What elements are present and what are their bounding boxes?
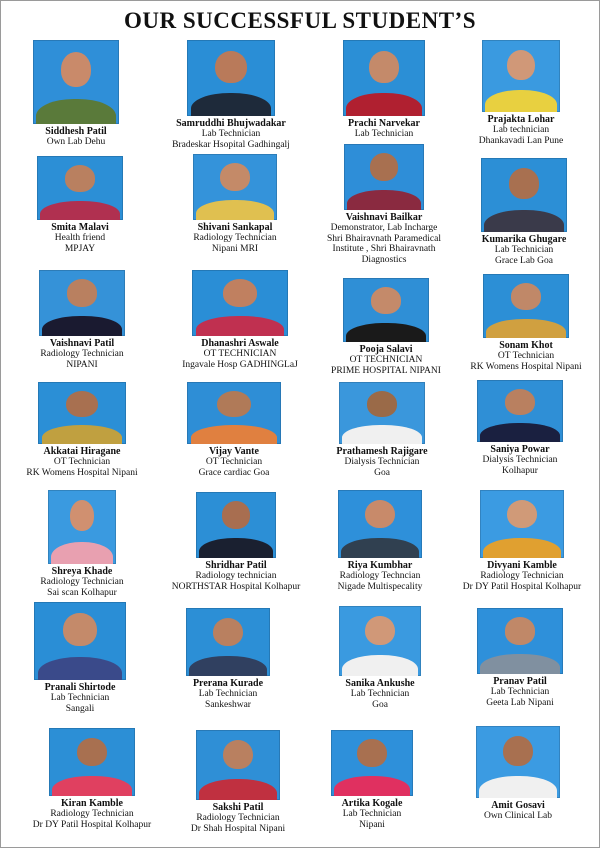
portrait-head xyxy=(511,283,542,310)
student-card xyxy=(5,156,155,254)
student-name: Shreya Khade xyxy=(51,566,113,577)
student-card xyxy=(447,490,597,592)
student-card xyxy=(165,270,315,370)
student-detail: Goa xyxy=(372,699,388,710)
student-name: Artika Kogale xyxy=(341,798,403,809)
student-detail: Lab Technician xyxy=(342,809,402,819)
student-detail: Own Lab Dehu xyxy=(46,137,106,147)
student-detail: Dr Shah Hospital Nipani xyxy=(190,823,286,834)
student-detail: OT Technician xyxy=(205,457,263,467)
portrait-head xyxy=(223,740,253,769)
student-name: Vaishnavi Bailkar xyxy=(345,212,423,223)
portrait-head xyxy=(61,52,92,87)
student-name: Shivani Sankapal xyxy=(197,222,273,233)
student-detail: OT Technician xyxy=(53,457,111,467)
student-name: Shridhar Patil xyxy=(205,560,267,571)
student-detail: Demonstrator, Lab Incharge xyxy=(330,223,438,233)
student-card xyxy=(305,606,455,710)
student-card xyxy=(449,158,599,266)
student-photo xyxy=(37,156,123,220)
portrait-head xyxy=(215,51,247,83)
portrait-body xyxy=(485,90,557,112)
portrait-body xyxy=(483,538,560,558)
student-detail: OT TECHNICIAN xyxy=(203,349,277,359)
student-detail: Radiology Technician xyxy=(50,809,134,819)
student-card xyxy=(159,382,309,478)
student-card xyxy=(307,382,457,478)
student-card xyxy=(7,270,157,370)
student-detail: Radiology Techncian xyxy=(339,571,421,581)
portrait-head xyxy=(370,153,399,181)
portrait-head xyxy=(371,287,402,314)
portrait-body xyxy=(334,776,409,796)
portrait-head xyxy=(67,279,98,307)
student-card xyxy=(156,40,306,150)
student-photo xyxy=(187,382,281,444)
student-name: Pranali Shirtode xyxy=(44,682,116,693)
student-detail: Lab Technician xyxy=(201,129,261,139)
student-name: Prajakta Lohar xyxy=(487,114,555,125)
student-photo xyxy=(481,158,567,232)
student-name: Vaishnavi Patil xyxy=(49,338,115,349)
student-card xyxy=(305,490,455,592)
portrait-head xyxy=(222,501,251,529)
student-photo xyxy=(48,490,116,564)
student-detail: Lab technician xyxy=(492,125,550,135)
student-detail: Kolhapur xyxy=(502,465,538,476)
student-photo xyxy=(193,154,277,220)
student-detail: Goa xyxy=(374,467,390,478)
student-detail: Ingavale Hosp GADHINGLaJ xyxy=(182,359,298,370)
student-photo xyxy=(192,270,288,336)
portrait-body xyxy=(480,654,559,674)
student-card xyxy=(7,382,157,478)
portrait-body xyxy=(347,190,421,210)
student-detail: Lab Technician xyxy=(354,129,414,139)
student-name: Sonam Khot xyxy=(499,340,553,351)
student-detail: Dhankavadi Lan Pune xyxy=(478,135,564,146)
student-card xyxy=(153,608,303,710)
student-detail: Sankeshwar xyxy=(205,699,251,710)
student-detail: Radiology Technician xyxy=(40,577,124,587)
portrait-head xyxy=(217,391,251,417)
student-photo xyxy=(331,730,413,796)
student-detail: RK Womens Hospital Nipani xyxy=(470,361,582,372)
student-detail: Grace Lab Goa xyxy=(494,255,554,266)
student-photo xyxy=(343,40,425,116)
student-detail: Dr DY Patil Hospital Kolhapur xyxy=(32,819,152,830)
portrait-head xyxy=(505,389,536,415)
student-card xyxy=(309,144,459,265)
portrait-head xyxy=(213,618,243,647)
portrait-head xyxy=(507,500,537,529)
student-card xyxy=(161,492,311,592)
student-card xyxy=(160,154,310,254)
student-name: Pooja Salavi xyxy=(359,344,413,355)
portrait-head xyxy=(367,391,398,417)
portrait-head xyxy=(505,617,536,645)
student-detail: Nipani MRI xyxy=(211,243,259,254)
student-card xyxy=(446,40,596,146)
student-detail: Bradeskar Hsopital Gadhingalj xyxy=(172,139,290,150)
student-photo xyxy=(186,608,270,676)
student-detail: Dialysis Technician xyxy=(344,457,420,467)
student-detail: Shri Bhairavnath Paramedical xyxy=(327,233,441,244)
portrait-head xyxy=(357,739,387,767)
portrait-head xyxy=(369,51,399,83)
portrait-body xyxy=(42,425,123,444)
portrait-head xyxy=(223,279,258,307)
student-photo xyxy=(339,382,425,444)
student-card xyxy=(445,380,595,476)
student-detail: Radiology Technician xyxy=(480,571,564,581)
student-card xyxy=(297,730,447,830)
student-photo xyxy=(49,728,135,796)
portrait-head xyxy=(509,168,540,199)
student-card xyxy=(7,490,157,598)
student-name: Sanika Ankushe xyxy=(345,678,415,689)
student-detail: Radiology technician xyxy=(195,571,277,581)
student-photo xyxy=(343,278,429,342)
student-photo xyxy=(338,490,422,558)
student-name: Kiran Kamble xyxy=(61,798,123,809)
student-photo xyxy=(187,40,275,116)
portrait-head xyxy=(365,616,395,645)
student-name: Sakshi Patil xyxy=(212,802,264,813)
student-name: Dhanashri Aswale xyxy=(201,338,279,349)
student-photo xyxy=(482,40,560,112)
student-name: Prathamesh Rajigare xyxy=(336,446,428,457)
student-name: Pranav Patil xyxy=(493,676,547,687)
portrait-body xyxy=(486,319,565,338)
portrait-body xyxy=(191,425,277,444)
student-name: Saniya Powar xyxy=(490,444,550,455)
student-name: Divyani Kamble xyxy=(487,560,557,571)
student-name: Samruddhi Bhujwadakar xyxy=(176,118,286,129)
student-detail: Sai scan Kolhapur xyxy=(47,587,117,598)
portrait-body xyxy=(191,93,272,116)
student-detail: OT TECHNICIAN xyxy=(349,355,423,365)
portrait-body xyxy=(40,201,119,220)
portrait-body xyxy=(51,542,114,564)
student-name: Akkatai Hiragane xyxy=(43,446,121,457)
student-detail: Geeta Lab Nipani xyxy=(486,697,554,708)
student-name: Prachi Narvekar xyxy=(348,118,420,129)
portrait-body xyxy=(346,323,425,342)
student-name: Prerana Kurade xyxy=(192,678,264,689)
student-detail: Dr DY Patil Hospital Kolhapur xyxy=(462,581,582,592)
portrait-body xyxy=(42,316,121,336)
student-photo xyxy=(339,606,421,676)
student-detail: Institute , Shri Bhairavnath xyxy=(332,244,436,254)
student-photo xyxy=(483,274,569,338)
student-photo xyxy=(196,730,280,800)
portrait-body xyxy=(52,776,131,796)
student-name: Siddhesh Patil xyxy=(45,126,107,137)
portrait-body xyxy=(341,538,418,558)
student-detail: Radiology Technician xyxy=(196,813,280,823)
portrait-body xyxy=(38,657,123,680)
student-name: Riya Kumbhar xyxy=(347,560,413,571)
student-detail: Lab Technician xyxy=(490,687,550,697)
portrait-head xyxy=(220,163,250,191)
student-detail: Lab Technician xyxy=(198,689,258,699)
student-photo xyxy=(477,608,563,674)
student-photo xyxy=(39,270,125,336)
student-card xyxy=(5,602,155,714)
student-detail: NORTHSTAR Hospital Kolhapur xyxy=(171,581,301,592)
student-name: Smita Malavi xyxy=(51,222,109,233)
portrait-body xyxy=(196,316,284,336)
student-name: Kumarika Ghugare xyxy=(481,234,567,245)
portrait-body xyxy=(346,93,421,116)
student-photo xyxy=(344,144,424,210)
portrait-body xyxy=(199,538,273,558)
portrait-body xyxy=(342,655,417,676)
portrait-head xyxy=(63,613,96,646)
student-name: Vijay Vante xyxy=(209,446,259,457)
portrait-head xyxy=(65,165,96,192)
portrait-body xyxy=(36,99,115,124)
student-card xyxy=(451,274,600,372)
student-card xyxy=(17,728,167,830)
student-card xyxy=(1,40,151,148)
student-photo xyxy=(196,492,276,558)
student-detail: Radiology Technician xyxy=(193,233,277,243)
student-detail: Lab Technician xyxy=(350,689,410,699)
student-detail: NIPANI xyxy=(66,359,98,370)
portrait-head xyxy=(507,50,535,80)
student-detail: Nipani xyxy=(359,819,385,830)
student-detail: Own Clinical Lab xyxy=(483,811,553,821)
student-detail: Lab Technician xyxy=(50,693,110,703)
student-card xyxy=(163,730,313,834)
student-detail: Sangali xyxy=(65,703,95,714)
student-photo xyxy=(476,726,560,798)
student-photo xyxy=(480,490,564,558)
student-card xyxy=(311,278,461,376)
student-detail: Dialysis Technician xyxy=(482,455,558,465)
student-detail: RK Womens Hospital Nipani xyxy=(26,467,138,478)
portrait-body xyxy=(196,200,273,220)
portrait-head xyxy=(503,736,533,766)
portrait-body xyxy=(480,423,559,442)
portrait-body xyxy=(342,425,421,444)
student-detail: PRIME HOSPITAL NIPANI xyxy=(331,365,441,376)
portrait-body xyxy=(479,776,556,798)
student-detail: Lab Technician xyxy=(494,245,554,255)
portrait-head xyxy=(70,500,94,531)
student-card xyxy=(443,726,593,822)
portrait-head xyxy=(66,391,98,417)
portrait-body xyxy=(484,210,563,232)
student-photo xyxy=(477,380,563,442)
student-name: Amit Gosavi xyxy=(491,800,545,811)
student-detail: Health friend xyxy=(54,233,106,243)
page-title: OUR SUCCESSFUL STUDENT’S xyxy=(124,8,476,33)
student-detail: Grace cardiac Goa xyxy=(198,467,270,478)
student-detail: Nigade Multispecality xyxy=(337,581,423,592)
student-detail: Diagnostics xyxy=(361,254,407,265)
student-detail: MPJAY xyxy=(64,243,96,254)
student-photo xyxy=(38,382,126,444)
portrait-body xyxy=(199,779,276,800)
portrait-body xyxy=(189,656,266,676)
student-detail: OT Technician xyxy=(497,351,555,361)
student-card xyxy=(309,40,459,140)
student-photo xyxy=(34,602,126,680)
portrait-head xyxy=(77,738,108,767)
student-card xyxy=(445,608,595,708)
portrait-head xyxy=(365,500,395,529)
student-detail: Radiology Technician xyxy=(40,349,124,359)
student-photo xyxy=(33,40,119,124)
